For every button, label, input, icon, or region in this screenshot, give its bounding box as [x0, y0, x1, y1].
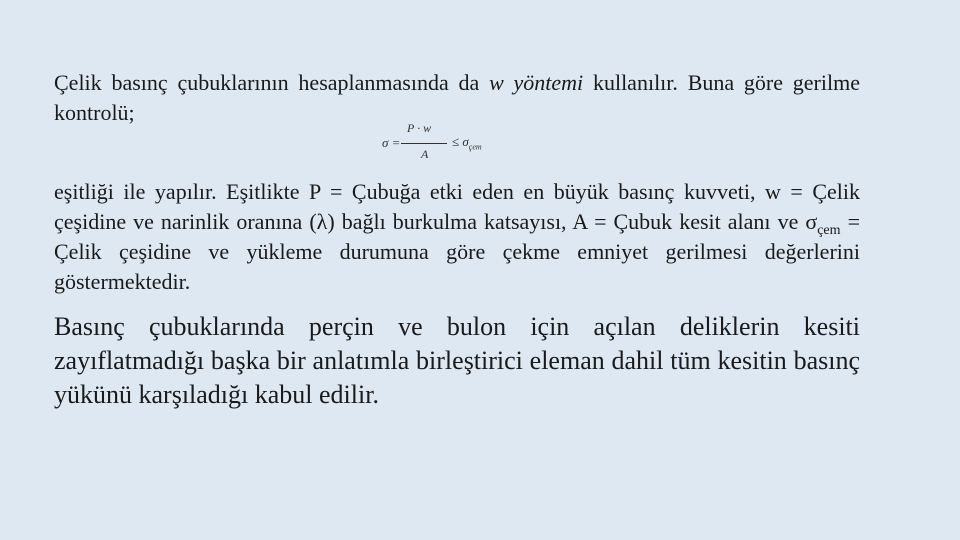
definitions-text-end: = Çelik çeşidine ve yükleme durumuna göre çekme emniyet gerilmesi değerlerini göstermektedir.	[54, 209, 860, 294]
assumption-paragraph: Basınç çubuklarında perçin ve bulon için açılan deliklerin kesiti zayıflatmadığı başka bir anlatımla birleştirici eleman dahil tüm kesitin basınç yükünü karşıladığı kabul edilir.	[54, 312, 860, 409]
formula-denominator: A	[421, 147, 429, 161]
formula-rhs-symbol: ≤ σ	[452, 134, 469, 149]
sigma-subscript: çem	[817, 223, 841, 238]
definitions-paragraph	[54, 177, 860, 297]
definitions-text-start: eşitliği ile yapılır. Eşitlikte P = Çubuğa etki eden en büyük basınç kuvveti, w = Çelik çeşidine ve narinlik oranına (λ) bağlı burkulma katsayısı, A = Çubuk kesit alanı ve σ	[54, 179, 860, 234]
intro-paragraph	[54, 68, 860, 128]
formula-rhs-subscript: çem	[468, 142, 482, 152]
intro-text-end: kullanılır. Buna göre gerilme kontrolü;	[54, 70, 860, 125]
intro-text-start: Çelik basınç çubuklarının hesaplanmasında da	[54, 70, 490, 95]
method-name: w yöntemi	[489, 70, 584, 95]
formula-numerator: P · w	[407, 121, 432, 135]
stress-formula	[378, 120, 498, 168]
formula-lhs: σ =	[382, 135, 401, 150]
fraction-bar	[401, 143, 447, 144]
formula-rhs	[452, 134, 482, 152]
